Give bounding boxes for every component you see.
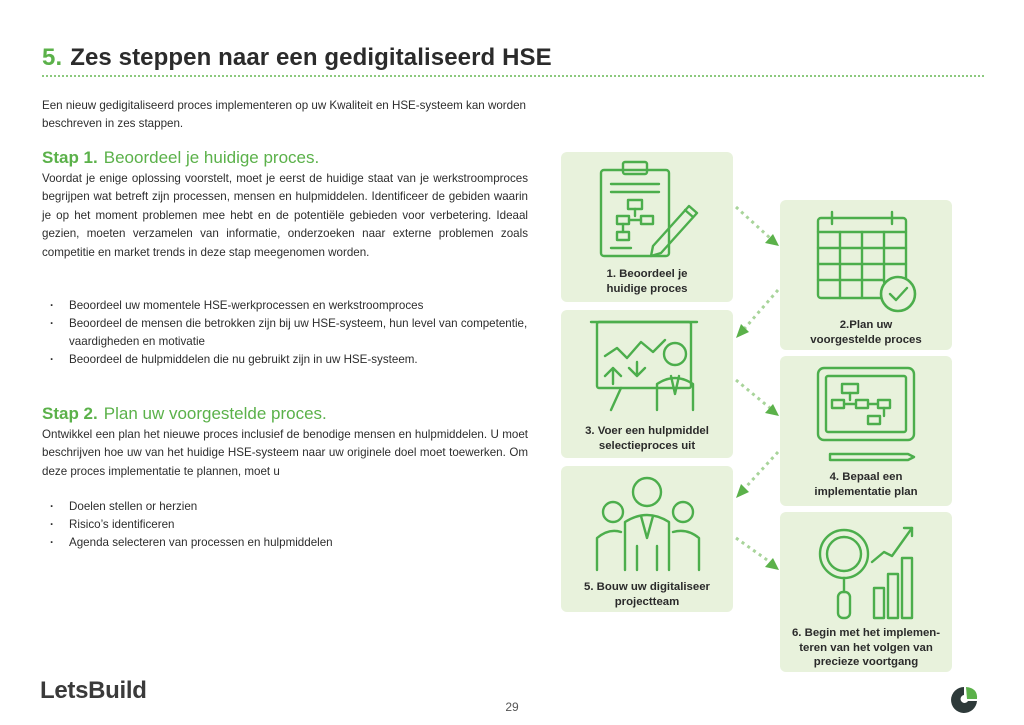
arrow-3-to-4 [736, 380, 770, 408]
step-card-label: 2.Plan uw voorgestelde proces [810, 319, 922, 346]
arrow-4-to-5 [745, 452, 778, 488]
letsbuild-brand: LetsBuild [40, 677, 147, 704]
step-card-label: 3. Voer een hulpmiddel selectieproces uit [585, 425, 709, 452]
arrow-5-to-6 [736, 538, 770, 562]
section-number: 5. [42, 44, 63, 71]
step-card-label: 5. Bouw uw digitaliseer projectteam [584, 581, 710, 608]
list-item: · Beoordeel de mensen die betrokken zijn bij uw HSE-systeem, hun level van competentie, vaardigheden en motivatie [50, 315, 530, 351]
step-card-label: 4. Bepaal een implementatie plan [814, 471, 918, 498]
list-item: · Agenda selecteren van processen en hulpmiddelen [50, 534, 530, 552]
step2-paragraph: Ontwikkel een plan het nieuwe proces inclusief de benodige mensen en hulpmiddelen. U moet beschrijven hoe uw van het huidige HSE-systeem naar uw originele doel moet toewerken. Om deze proces implementatie te plannen, moet u [42, 428, 528, 478]
list-item: · Beoordeel uw momentele HSE-werkprocessen en werkstroomproces [50, 297, 530, 315]
list-item: · Risico’s identificeren [50, 516, 530, 534]
list-item: · Beoordeel de hulpmiddelen die nu gebruikt zijn in uw HSE-systeem. [50, 351, 530, 369]
step-card-label: 6. Begin met het implemen- teren van het volgen van precieze voortgang [791, 627, 941, 668]
step2-title: Plan uw voorgestelde proces. [103, 404, 327, 423]
section-title: Zes steppen naar een gedigitaliseerd HSE [70, 44, 552, 71]
step1-label: Stap 1. [42, 148, 98, 167]
step-card-label: 1. Beoordeel je huidige proces [606, 268, 688, 295]
arrow-2-to-3 [745, 290, 778, 328]
step1-title: Beoordeel je huidige proces. [103, 148, 320, 167]
intro-paragraph: Een nieuw gedigitaliseerd proces implementeren op uw Kwaliteit en HSE-systeem kan worden beschreven in zes stappen. [42, 99, 526, 130]
arrow-1-to-2 [736, 207, 770, 238]
list-item: · Doelen stellen or herzien [50, 498, 530, 516]
step1-paragraph: Voordat je enige oplossing voorstelt, moet je eerst de huidige staat van je werkstroomproces begrijpen wat betreft zijn processen, mensen en hulpmiddelen. Identificeer de gebiden waarin je op het moment problemen mee hebt en de potentiële gebieden voor verbetering. Ideaal gezien, moeten verzamelen van informatie, onderzoeken naar externe problemen zoals competitie en market trends in deze stap meegenomen worden. [42, 172, 528, 259]
page-number: 29 [505, 700, 519, 714]
step2-label: Stap 2. [42, 404, 98, 423]
letsbuild-logo-icon [948, 684, 980, 716]
